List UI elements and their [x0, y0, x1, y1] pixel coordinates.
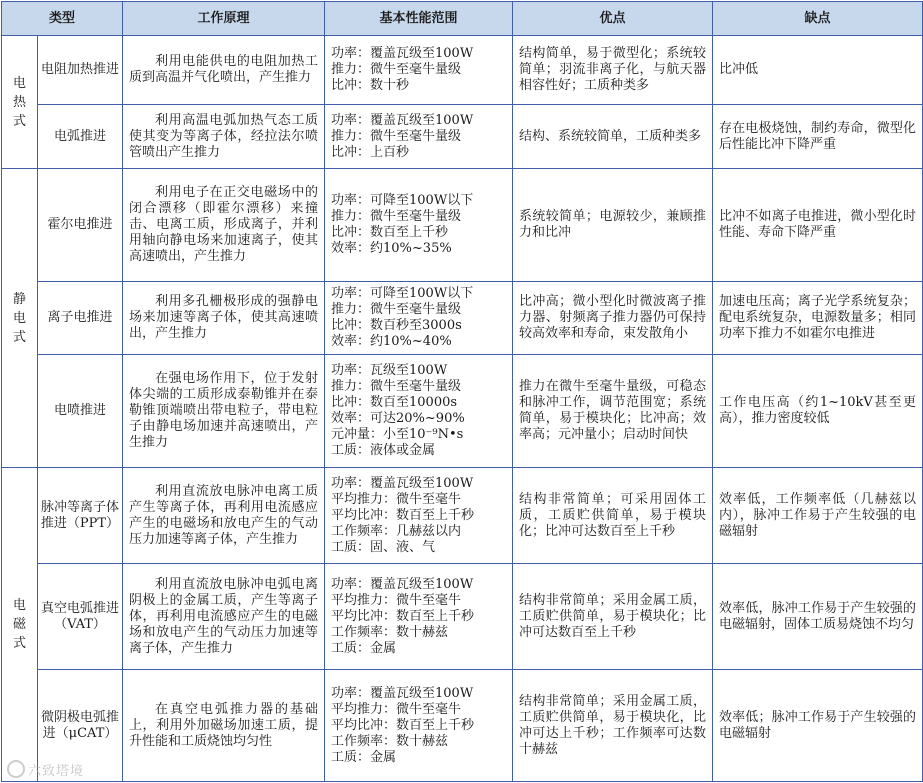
thruster-name: 真空电弧推进（VAT）	[38, 564, 123, 670]
range-line: 效率：约10%~35%	[331, 241, 452, 256]
range-line: 工作频率：数十赫兹	[331, 733, 449, 749]
principle-cell: 利用电能供电的电阻加热工质到高温并气化喷出，产生推力	[123, 36, 325, 105]
disadvantages-cell: 效率低，工作频率低（几赫兹以内），脉冲工作易于产生较强的电磁辐射	[713, 468, 923, 564]
advantages-cell: 结构非常简单；可采用固体工质，工质贮供简单，易于模块化；比冲可达数百至上千秒	[513, 468, 713, 564]
advantages-cell: 结构、系统较简单，工质种类多	[513, 105, 713, 169]
table-row	[2, 670, 923, 782]
range-cell	[325, 169, 513, 282]
header-row	[2, 2, 923, 36]
watermark: 六致塔境	[7, 760, 84, 779]
range-line: 比冲：数百秒至3000s	[331, 318, 462, 333]
principle-cell: 在强电场作用下，位于发射体尖端的工质形成泰勒锥并在泰勒锥顶端喷出带电粒子，带电粒子由静电场加速并高速喷出，产生推力	[123, 355, 325, 468]
disadvantages-cell: 效率低，脉冲工作易于产生较强的电磁辐射，固体工质易烧蚀不均匀	[713, 564, 923, 670]
thruster-name: 脉冲等离子体推进（PPT）	[38, 468, 123, 564]
watermark-logo-icon	[7, 760, 25, 778]
header-principle: 工作原理	[123, 2, 325, 36]
range-line: 工作频率：数十赫兹	[331, 624, 449, 640]
range-line: 比冲：数十秒	[331, 78, 410, 93]
header-range: 基本性能范围	[325, 2, 513, 36]
table-row	[2, 282, 923, 355]
range-cell	[325, 355, 513, 468]
range-cell	[325, 670, 513, 782]
range-line: 功率：瓦级至100W	[331, 363, 448, 378]
principle-cell: 利用直流放电脉冲电弧电离阴极上的金属工质，产生等离子体，再利用电流感应产生的电磁场和放电产生的气动压力加速等离子体，产生推力	[123, 564, 325, 670]
table-row	[2, 36, 923, 105]
category-cell: 电热式	[2, 36, 38, 169]
thruster-name: 微阴极电弧推进（μCAT）	[38, 670, 123, 782]
range-cell	[325, 468, 513, 564]
thruster-name: 电阻加热推进	[38, 36, 123, 105]
thruster-name: 电弧推进	[38, 105, 123, 169]
table-row	[2, 169, 923, 282]
principle-cell: 利用电子在正交电磁场中的闭合漂移（即霍尔漂移）来撞击、电离工质，形成离子，并利用轴向静电场来加速离子，使其高速喷出，产生推力	[123, 169, 325, 282]
range-line: 功率：覆盖瓦级至100W	[331, 46, 474, 61]
thruster-name: 离子电推进	[38, 282, 123, 355]
principle-cell: 利用多孔栅极形成的强静电场来加速等离子体，使其高速喷出，产生推力	[123, 282, 325, 355]
disadvantages-cell: 比冲低	[713, 36, 923, 105]
range-line: 工质：金属	[331, 640, 397, 656]
range-line: 平均推力：微牛至毫牛	[331, 701, 462, 717]
table-row	[2, 564, 923, 670]
header-type: 类型	[2, 2, 123, 36]
electric-propulsion-comparison-table	[1, 1, 923, 782]
range-cell	[325, 36, 513, 105]
header-disadvantages: 缺点	[713, 2, 923, 36]
range-line: 推力：微牛至毫牛量级	[331, 302, 462, 317]
range-line: 推力：微牛至毫牛量级	[331, 379, 462, 394]
principle-cell: 利用高温电弧加热气态工质使其变为等离子体，经拉法尔喷管喷出产生推力	[123, 105, 325, 169]
range-line: 工质：液体或金属	[331, 443, 436, 458]
disadvantages-cell: 工作电压高（约1~10kV甚至更高），推力密度较低	[713, 355, 923, 468]
range-cell	[325, 564, 513, 670]
range-line: 推力：微牛至毫牛量级	[331, 62, 462, 77]
range-line: 推力：微牛至毫牛量级	[331, 128, 462, 144]
disadvantages-cell: 比冲不如离子电推进，微小型化时性能、寿命下降严重	[713, 169, 923, 282]
range-line: 功率：覆盖瓦级至100W	[331, 576, 474, 592]
advantages-cell: 系统较简单；电源较少，兼顾推力和比冲	[513, 169, 713, 282]
table-row	[2, 468, 923, 564]
range-line: 功率：覆盖瓦级至100W	[331, 685, 474, 701]
range-line: 平均推力：微牛至毫牛	[331, 491, 462, 507]
range-line: 工质：金属	[331, 749, 397, 765]
range-line: 功率：覆盖瓦级至100W	[331, 475, 474, 491]
table-row	[2, 355, 923, 468]
range-line: 平均比冲：数百至上千秒	[331, 608, 475, 624]
disadvantages-cell: 加速电压高；离子光学系统复杂；配电系统复杂，电源数量多；相同功率下推力不如霍尔电推进	[713, 282, 923, 355]
range-line: 效率：可达20%~90%	[331, 411, 465, 426]
header-advantages: 优点	[513, 2, 713, 36]
range-line: 平均比冲：数百至上千秒	[331, 717, 475, 733]
category-cell: 静电式	[2, 169, 38, 468]
range-line: 工作频率：几赫兹以内	[331, 523, 462, 539]
category-cell: 电磁式	[2, 468, 38, 782]
advantages-cell: 推力在微牛至毫牛量级，可稳态和脉冲工作，调节范围宽；系统简单，易于模块化；比冲高；效率高；元冲量小；启动时间快	[513, 355, 713, 468]
thruster-name: 霍尔电推进	[38, 169, 123, 282]
disadvantages-cell: 存在电极烧蚀，制约寿命，微型化后性能比冲下降严重	[713, 105, 923, 169]
range-line: 功率：可降至100W以下	[331, 286, 474, 301]
disadvantages-cell: 效率低；脉冲工作易于产生较强的电磁辐射	[713, 670, 923, 782]
range-line: 比冲：上百秒	[331, 144, 410, 160]
principle-cell: 在真空电弧推力器的基础上，利用外加磁场加速工质，提升性能和工质烧蚀均匀性	[123, 670, 325, 782]
principle-cell: 利用直流放电脉冲电离工质产生等离子体，再利用电流感应产生的电磁场和放电产生的气动压力加速等离子体，产生推力	[123, 468, 325, 564]
advantages-cell: 结构简单，易于微型化；系统较简单；羽流非离子化，与航天器相容性好；工质种类多	[513, 36, 713, 105]
range-line: 工质：固、液、气	[331, 539, 436, 555]
range-cell	[325, 282, 513, 355]
advantages-cell: 结构非常简单；采用金属工质，工质贮供简单，易于模块化，比冲可达上千秒；工作频率可达数十赫兹	[513, 670, 713, 782]
range-line: 推力：微牛至毫牛量级	[331, 209, 462, 224]
range-line: 效率：约10%~40%	[331, 334, 452, 349]
range-line: 平均比冲：数百至上千秒	[331, 507, 475, 523]
range-line: 功率：可降至100W以下	[331, 193, 474, 208]
range-line: 比冲：数百至上千秒	[331, 225, 449, 240]
advantages-cell: 比冲高；微小型化时微波离子推力器、射频离子推力器仍可保持较高效率和寿命，束发散角小	[513, 282, 713, 355]
range-line: 功率：覆盖瓦级至100W	[331, 112, 474, 128]
range-cell	[325, 105, 513, 169]
range-line: 平均推力：微牛至毫牛	[331, 592, 462, 608]
table-row	[2, 105, 923, 169]
advantages-cell: 结构非常简单；采用金属工质，工质贮供简单，易于模块化；比冲可达数百至上千秒	[513, 564, 713, 670]
range-line: 比冲：数百至10000s	[331, 395, 458, 410]
thruster-name: 电喷推进	[38, 355, 123, 468]
range-line: 元冲量：小至10⁻⁹N•s	[331, 427, 464, 442]
